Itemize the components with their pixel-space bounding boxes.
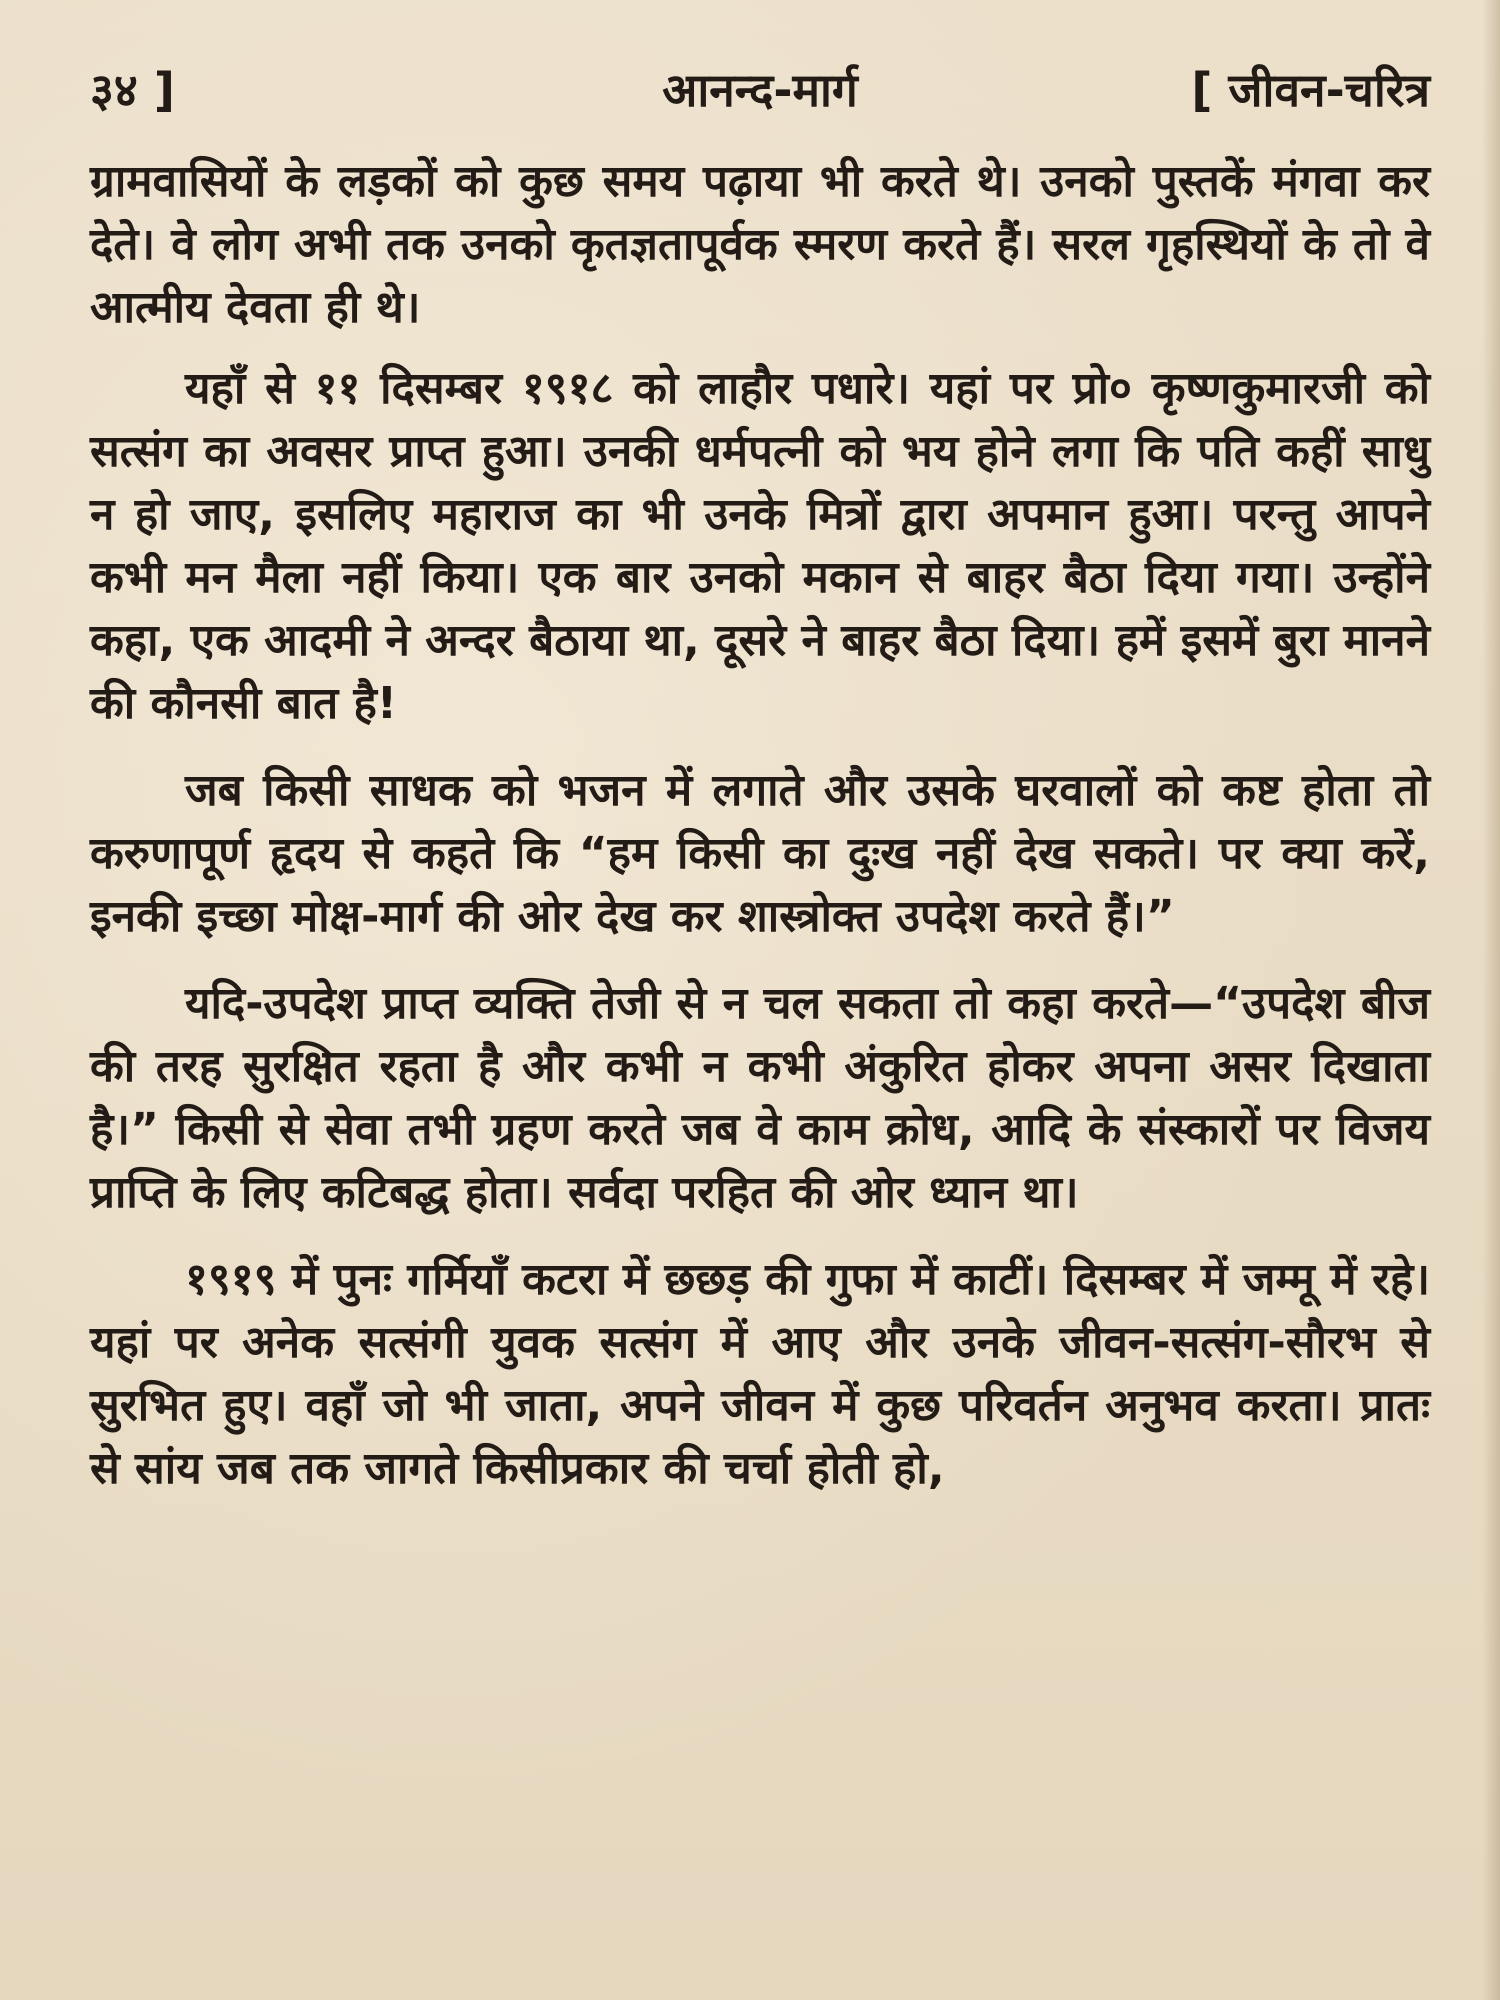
running-header [90, 48, 1430, 128]
paragraph-4: यदि-उपदेश प्राप्त व्यक्ति तेजी से न चल सकता तो कहा करते—“उपदेश बीज की तरह सुरक्षित रहता है और कभी न कभी अंकुरित होकर अपना असर दिखाता है।” किसी से सेवा तभी ग्रहण करते जब वे काम क्रोध, आदि के संस्कारों पर विजय प्राप्ति के लिए कटिबद्ध होता। सर्वदा परहित की ओर ध्यान था। [90, 978, 1430, 1218]
paragraph-5: १९१९ में पुनः गर्मियाँ कटरा में छछड़ की गुफा में काटीं। दिसम्बर में जम्मू में रहे। यहां पर अनेक सत्संगी युवक सत्संग में आए और उनके जीवन-सत्संग-सौरभ से सुरभित हुए। वहाँ जो भी जाता, अपने जीवन में कुछ परिवर्तन अनुभव करता। प्रातः से सांय जब तक जागते किसीप्रकार की चर्चा होती हो, [90, 1254, 1430, 1494]
page-edge-shadow [1482, 0, 1500, 2000]
book-title: आनन्द-मार्ग [662, 63, 858, 117]
section-title: [ जीवन-चरित्र [1191, 63, 1430, 117]
page-number: ३४ ] [90, 63, 175, 117]
body-text [90, 150, 1430, 1524]
paragraph-3: जब किसी साधक को भजन में लगाते और उसके घरवालों को कष्ट होता तो करुणापूर्ण हृदय से कहते कि “हम किसी का दुःख नहीं देख सकते। पर क्या करें, इनकी इच्छा मोक्ष-मार्ग की ओर देख कर शास्त्रोक्त उपदेश करते हैं।” [90, 765, 1430, 942]
paragraph-2: यहाँ से ११ दिसम्बर १९१८ को लाहौर पधारे। यहां पर प्रो० कृष्णकुमारजी को सत्संग का अवसर प्राप्त हुआ। उनकी धर्मपत्नी को भय होने लगा कि पति कहीं साधु न हो जाए, इसलिए महाराज का भी उनके मित्रों द्वारा अपमान हुआ। परन्तु आपने कभी मन मैला नहीं किया। एक बार उनको मकान से बाहर बैठा दिया गया। उन्होंने कहा, एक आदमी ने अन्दर बैठाया था, दूसरे ने बाहर बैठा दिया। हमें इसमें बुरा मानने की कौनसी बात है! [90, 363, 1430, 729]
paragraph-1: ग्रामवासियों के लड़कों को कुछ समय पढ़ाया भी करते थे। उनको पुस्तकें मंगवा कर देते। वे लोग अभी तक उनको कृतज्ञतापूर्वक स्मरण करते हैं। सरल गृहस्थियों के तो वे आत्मीय देवता ही थे। [90, 156, 1430, 333]
